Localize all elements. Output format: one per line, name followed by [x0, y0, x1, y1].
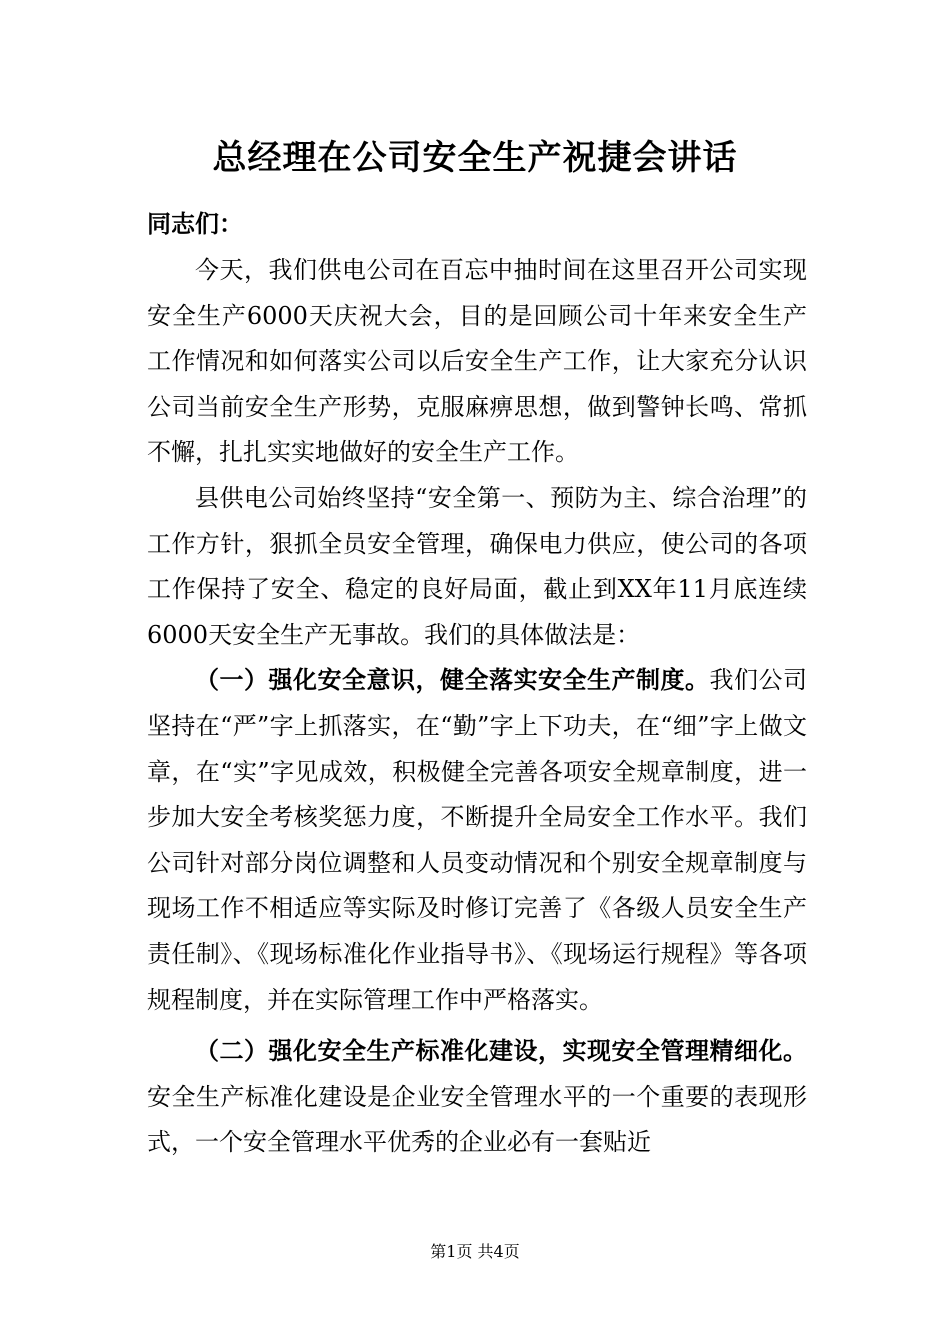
paragraph-2-text: 县供电公司始终坚持“安全第一、预防为主、综合治理”的工作方针，狠抓全员安全管理，确保电力供应，使公司的各项工作保持了安全、稳定的良好局面，截止到XX年11月底连续6000天安全生产无事故。我们的具体做法是：: [147, 483, 807, 649]
paragraph-4: [147, 1029, 807, 1166]
paragraph-4-text: 安全生产标准化建设是企业安全管理水平的一个重要的表现形式，一个安全管理水平优秀的企业必有一套贴近: [147, 1082, 807, 1157]
paragraph-1-text: 今天，我们供电公司在百忘中抽时间在这里召开公司实现安全生产6000天庆祝大会，目的是回顾公司十年来安全生产工作情况和如何落实公司以后安全生产工作，让大家充分认识公司当前安全生产形势，克服麻痹思想，做到警钟长鸣、常抓不懈，扎扎实实地做好的安全生产工作。: [147, 256, 807, 467]
salutation: 同志们：: [147, 210, 243, 238]
paragraph-1: [147, 248, 807, 476]
paragraph-4-lead: （二）强化安全生产标准化建设，实现安全管理精细化。: [195, 1037, 807, 1066]
document-title: 总经理在公司安全生产祝捷会讲话: [212, 138, 738, 178]
paragraph-3-text: 我们公司坚持在“严”字上抓落实，在“勤”字上下功夫，在“细”字上做文章，在“实”字见成效，积极健全完善各项安全规章制度，进一步加大安全考核奖惩力度，不断提升全局安全工作水平。我们公司针对部分岗位调整和人员变动情况和个别安全规章制度与现场工作不相适应等实际及时修订完善了《各级人员安全生产责任制》、《现场标准化作业指导书》、《现场运行规程》等各项规程制度，并在实际管理工作中严格落实。: [147, 666, 807, 1014]
paragraph-3-lead: （一）强化安全意识，健全落实安全生产制度。: [195, 666, 710, 695]
paragraph-2: [147, 476, 807, 658]
document-body: [147, 248, 807, 1166]
page-footer: 第1页 共4页: [430, 1242, 520, 1261]
paragraph-3: [147, 658, 807, 1023]
